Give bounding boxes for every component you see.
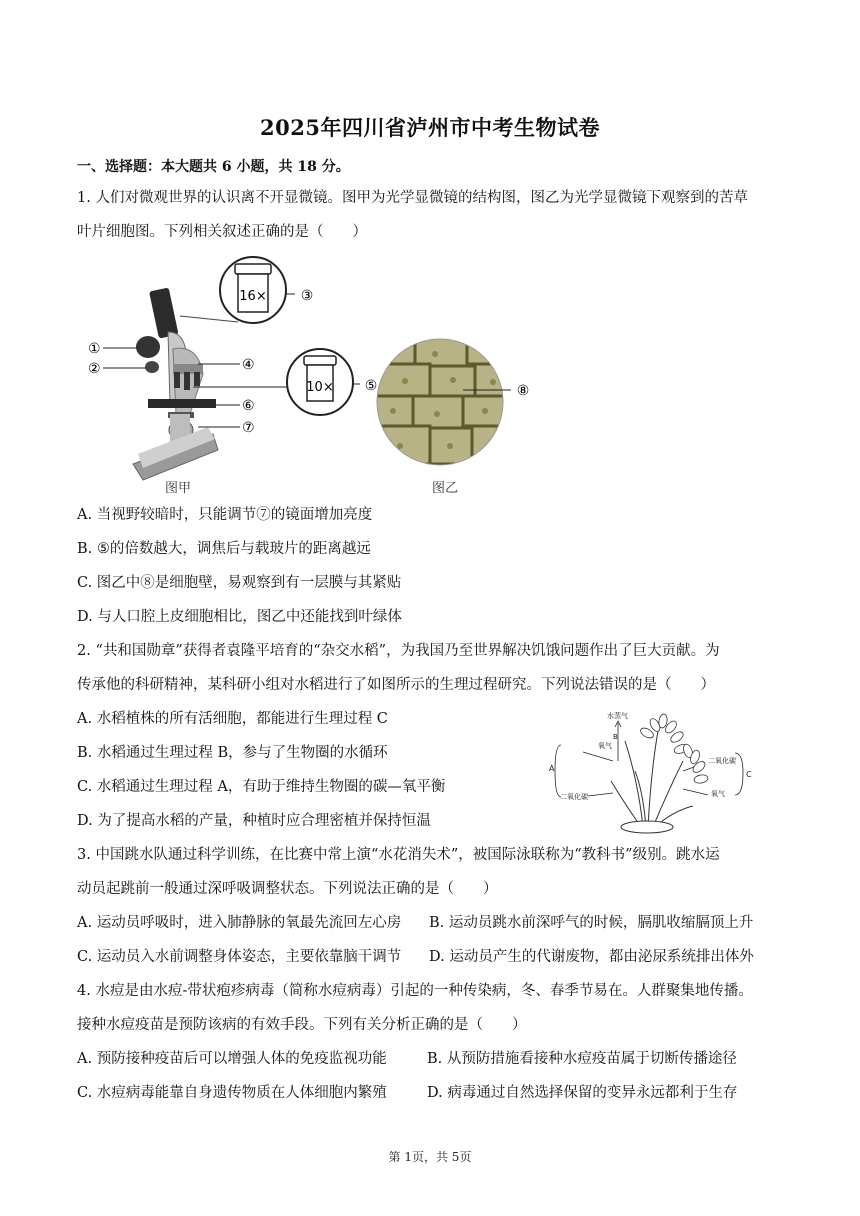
co2-left-label: 二氧化碳: [560, 793, 588, 801]
page-footer: 第 1页，共 5页: [388, 1150, 472, 1164]
eyepiece-magnification: 16×: [239, 289, 267, 304]
figure-yi-caption: 图乙: [431, 481, 459, 496]
label-8: ⑧: [516, 383, 530, 399]
q3-option-b: B. 运动员跳水前深呼气的时候，膈肌收缩膈顶上升: [429, 915, 754, 931]
q2-stem-line2: 传承他的科研精神，某科研小组对水稻进行了如图所示的生理过程研究。下列说法错误的是（ ）: [77, 677, 715, 693]
objective-magnification: 10×: [306, 380, 334, 395]
q1-option-b: B. ⑤的倍数越大，调焦后与载玻片的距离越远: [77, 541, 371, 557]
q2-option-d: D. 为了提高水稻的产量，种植时应合理密植并保持恒温: [77, 813, 431, 829]
q3-option-c: C. 运动员入水前调整身体姿态，主要依靠脑干调节: [77, 949, 402, 965]
objective-zoom: [282, 344, 382, 424]
q2-option-c: C. 水稻通过生理过程 A，有助于维持生物圈的碳—氧平衡: [77, 779, 446, 795]
q4-stem-line2: 接种水痘疫苗是预防该病的有效手段。下列有关分析正确的是（ ）: [77, 1017, 527, 1033]
label-7: ⑦: [242, 420, 255, 436]
q3-option-a: A. 运动员呼吸时，进入肺静脉的氧最先流回左心房: [77, 915, 402, 931]
process-a-label: A: [549, 764, 555, 773]
q2-stem-line1: 2. “共和国勋章”获得者袁隆平培育的“杂交水稻”，为我国乃至世界解决饥饿问题作出了巨大贡献。为: [77, 643, 720, 659]
q4-option-a: A. 预防接种疫苗后可以增强人体的免疫监视功能: [77, 1051, 387, 1067]
q1-stem-line1: 1. 人们对微观世界的认识离不开显微镜。图甲为光学显微镜的结构图，图乙为光学显微镜下观察到的苦草: [77, 190, 748, 206]
q4-stem-line1: 4. 水痘是由水痘-带状疱疹病毒（简称水痘病毒）引起的一种传染病，冬、春季节易在。人群聚集地传播。: [77, 983, 753, 999]
process-b-label: B: [613, 733, 618, 741]
label-6: ⑥: [242, 398, 255, 414]
q3-stem-line1: 3. 中国跳水队通过科学训练，在比赛中常上演“水花消失术”，被国际泳联称为“教科书”级别。跳水运: [77, 847, 720, 863]
q4-option-b: B. 从预防措施看接种水痘疫苗属于切断传播途径: [427, 1051, 737, 1067]
q2-option-a: A. 水稻植株的所有活细胞，都能进行生理过程 C: [77, 711, 388, 727]
cell-figure: [375, 336, 545, 501]
q1-stem-line2: 叶片细胞图。下列相关叙述正确的是（ ）: [77, 224, 367, 240]
process-c-label: C: [746, 770, 752, 779]
q1-option-a: A. 当视野较暗时，只能调节⑦的镜面增加亮度: [77, 507, 373, 523]
page-title: 2025年四川省泸州市中考生物试卷: [260, 115, 600, 140]
q3-stem-line2: 动员起跳前一般通过深呼吸调整状态。下列说法正确的是（ ）: [77, 881, 498, 897]
q4-option-d: D. 病毒通过自然选择保留的变异永远都利于生存: [427, 1085, 738, 1101]
oxygen-right-label: 氧气: [711, 790, 725, 798]
label-3: ③: [300, 288, 314, 304]
q2-option-b: B. 水稻通过生理过程 B，参与了生物圈的水循环: [77, 745, 388, 761]
q4-option-c: C. 水痘病毒能靠自身遗传物质在人体细胞内繁殖: [77, 1085, 387, 1101]
water-vapor-label: 水蒸气: [607, 712, 628, 720]
section-heading: 一、选择题：本大题共 6 小题，共 18 分。: [77, 159, 350, 175]
co2-right-label: 二氧化碳: [708, 757, 736, 765]
q1-option-c: C. 图乙中⑧是细胞壁，易观察到有一层膜与其紧贴: [77, 575, 402, 591]
label-2: ②: [88, 361, 101, 377]
rice-diagram: [543, 701, 758, 837]
q3-option-d: D. 运动员产生的代谢废物，都由泌尿系统排出体外: [429, 949, 754, 965]
label-5: ⑤: [364, 378, 378, 394]
oxygen-left-label: 氧气: [598, 742, 612, 750]
label-4: ④: [242, 357, 255, 373]
figure-jia-caption: 图甲: [164, 481, 192, 496]
q1-option-d: D. 与人口腔上皮细胞相比，图乙中还能找到叶绿体: [77, 609, 402, 625]
label-1: ①: [88, 341, 101, 357]
